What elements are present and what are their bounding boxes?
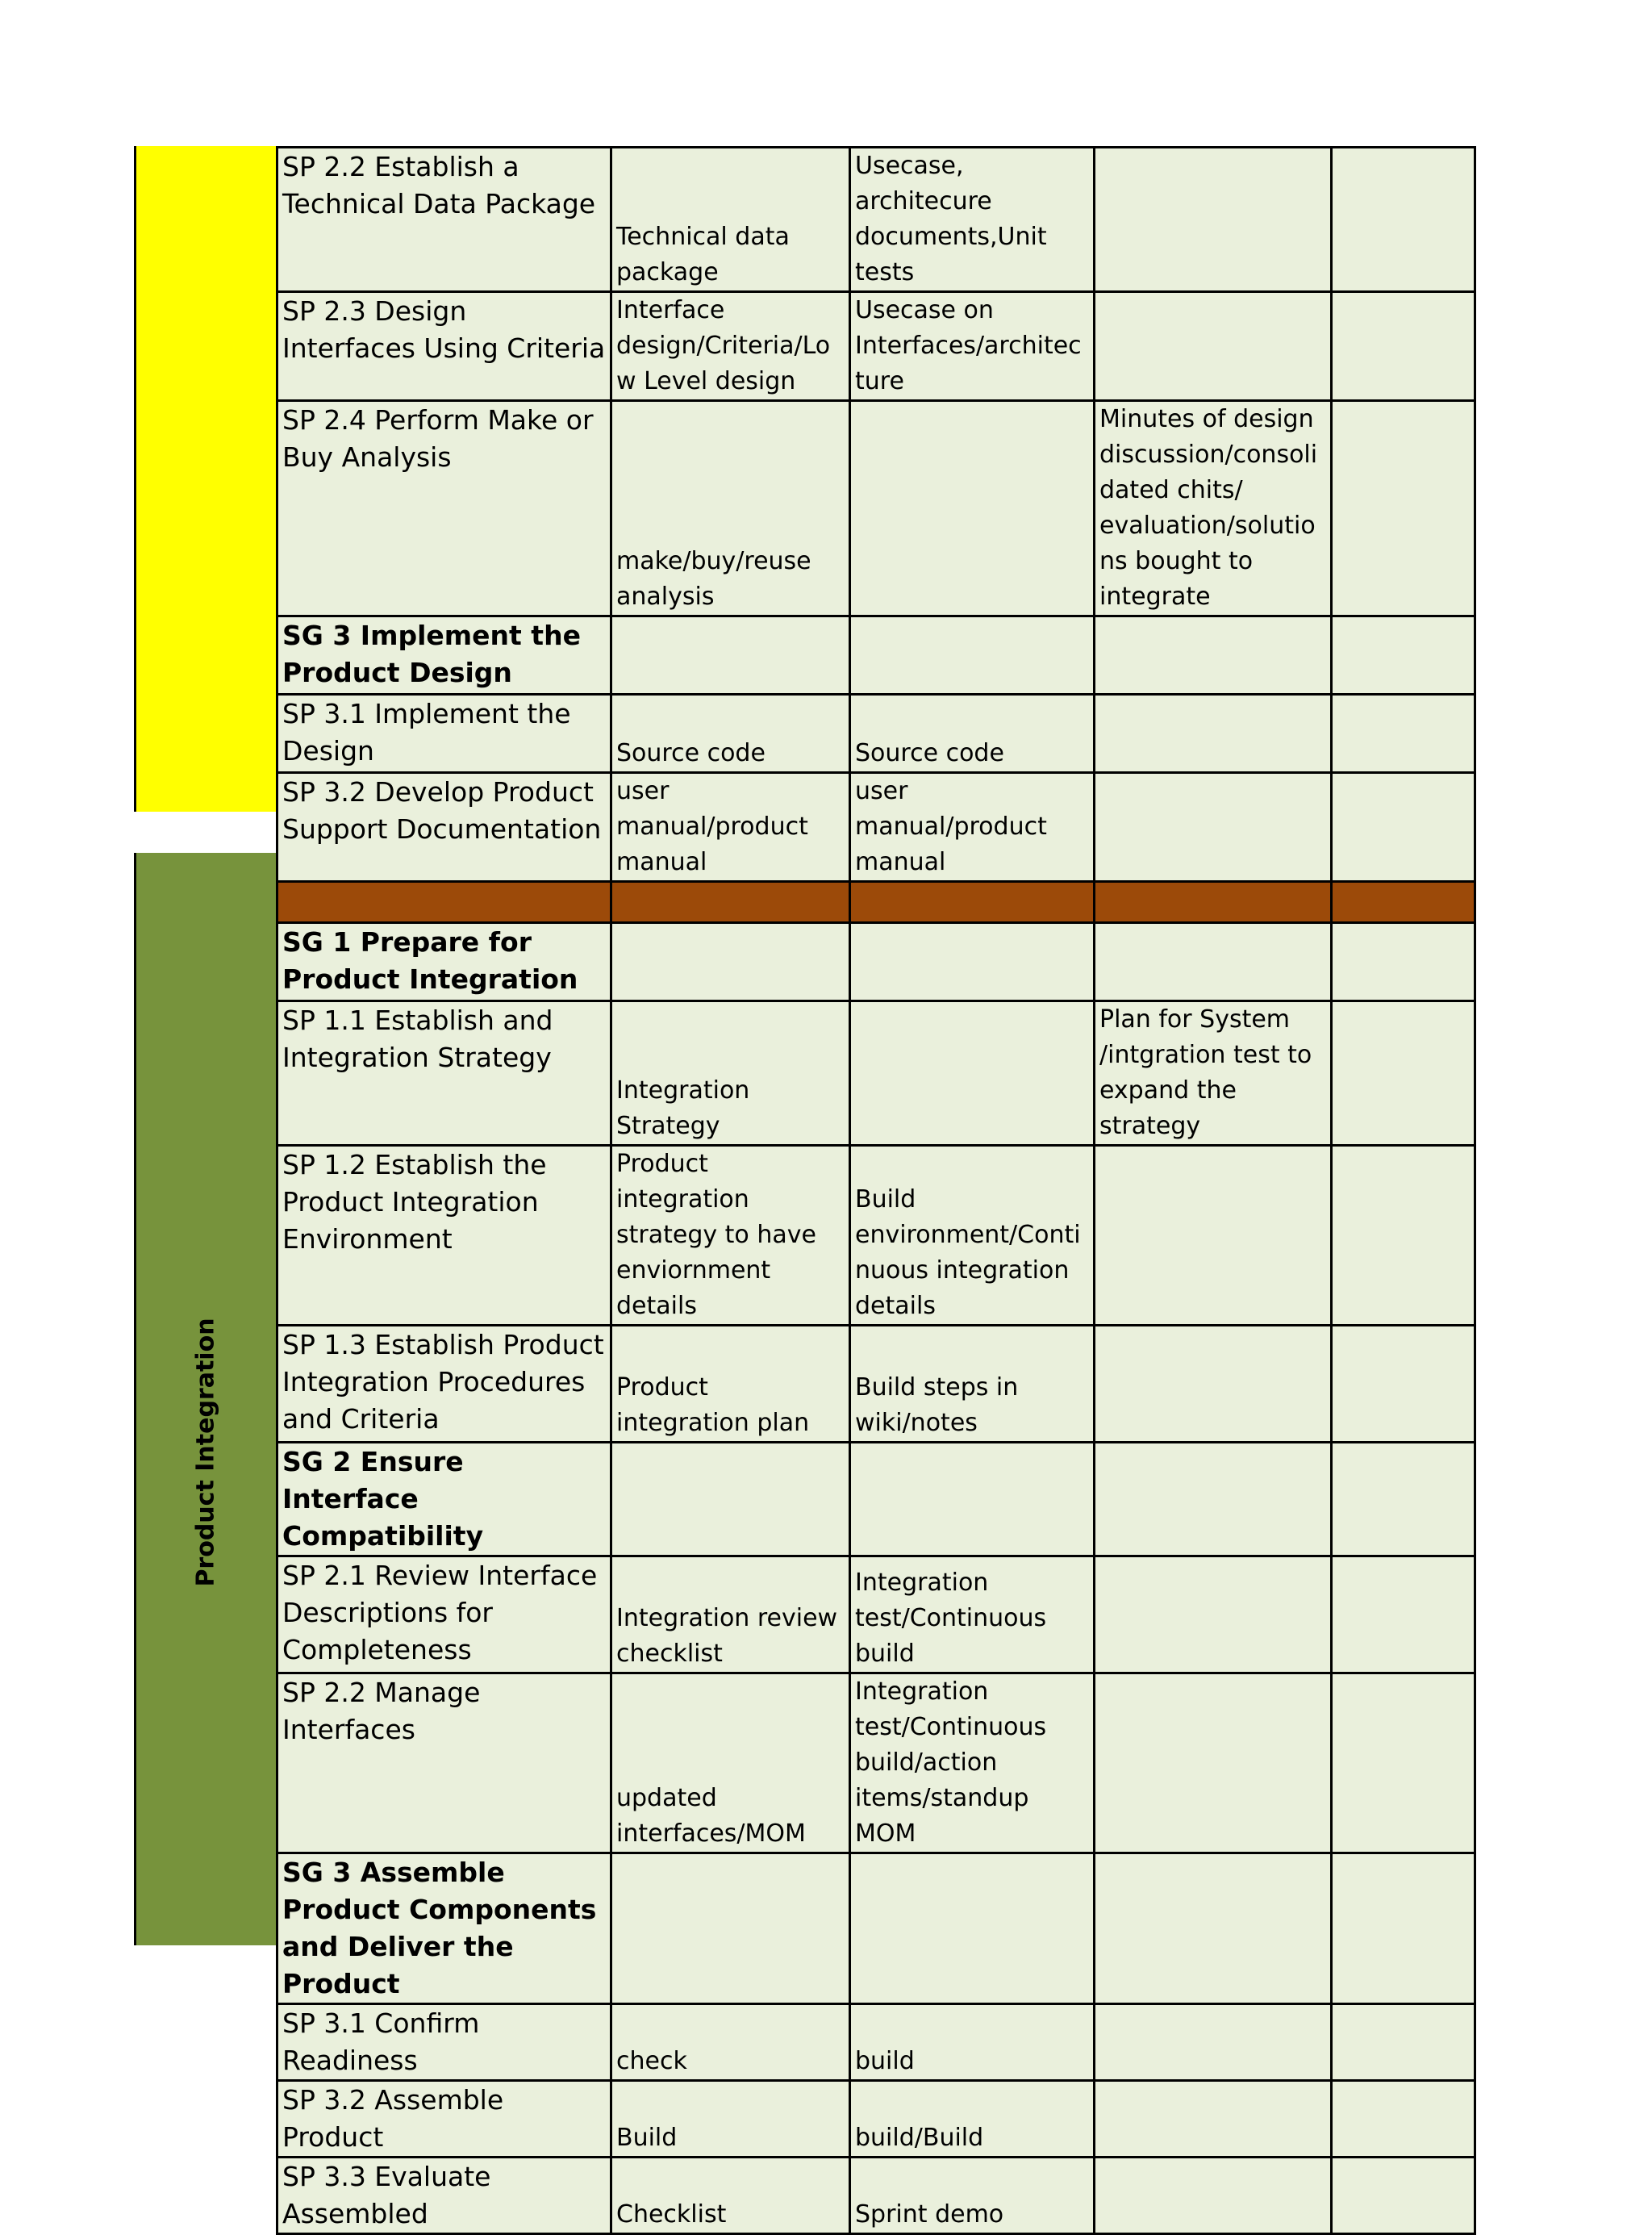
notes-cell: [1095, 2158, 1332, 2234]
practice-table: [276, 146, 1476, 2235]
notes-cell: [1095, 695, 1332, 773]
practice-cell: SP 1.1 Establish and Integration Strategy: [277, 1001, 611, 1146]
evidence-cell: [850, 616, 1095, 695]
practice-cell: SP 2.3 Design Interfaces Using Criteria: [277, 292, 611, 401]
status-cell: [1332, 1146, 1475, 1326]
table-row: [277, 2081, 1475, 2158]
evidence-cell: build: [850, 2004, 1095, 2081]
work-product-cell: make/buy/reuse analysis: [611, 401, 850, 616]
section-separator-row: [277, 882, 1475, 923]
work-product-cell: Technical data package: [611, 148, 850, 292]
evidence-cell: Integration test/Continuous build: [850, 1556, 1095, 1673]
table-row: [277, 616, 1475, 695]
separator-cell: [1332, 882, 1475, 923]
status-cell: [1332, 1853, 1475, 2004]
work-product-cell: Build: [611, 2081, 850, 2158]
notes-cell: [1095, 148, 1332, 292]
work-product-cell: user manual/product manual: [611, 773, 850, 882]
work-product-cell: check: [611, 2004, 850, 2081]
status-cell: [1332, 1443, 1475, 1556]
notes-cell: [1095, 2081, 1332, 2158]
goal-cell: SG 2 Ensure Interface Compatibility: [277, 1443, 611, 1556]
table-row: [277, 2004, 1475, 2081]
work-product-cell: [611, 923, 850, 1001]
band-edge-line: [134, 146, 136, 812]
practice-cell: SP 1.2 Establish the Product Integration Environment: [277, 1146, 611, 1326]
practice-cell: SP 2.2 Manage Interfaces: [277, 1673, 611, 1853]
table-row: [277, 773, 1475, 882]
table-row: [277, 1326, 1475, 1443]
work-product-cell: Integration Strategy: [611, 1001, 850, 1146]
practice-cell: SP 3.3 Evaluate Assembled: [277, 2158, 611, 2234]
work-product-cell: updated interfaces/MOM: [611, 1673, 850, 1853]
status-cell: [1332, 2158, 1475, 2234]
notes-cell: [1095, 923, 1332, 1001]
evidence-cell: [850, 401, 1095, 616]
work-product-cell: Checklist: [611, 2158, 850, 2234]
band-edge-line: [134, 853, 136, 1945]
notes-cell: [1095, 773, 1332, 882]
evidence-cell: user manual/product manual: [850, 773, 1095, 882]
notes-cell: [1095, 1326, 1332, 1443]
status-cell: [1332, 292, 1475, 401]
table-row: [277, 695, 1475, 773]
table-row: [277, 1673, 1475, 1853]
status-cell: [1332, 1556, 1475, 1673]
goal-cell: SG 3 Implement the Product Design: [277, 616, 611, 695]
notes-cell: [1095, 1673, 1332, 1853]
practice-cell: SP 1.3 Establish Product Integration Procedures and Criteria: [277, 1326, 611, 1443]
status-cell: [1332, 616, 1475, 695]
practice-cell: SP 3.1 Confirm Readiness: [277, 2004, 611, 2081]
work-product-cell: Interface design/Criteria/Low Level design: [611, 292, 850, 401]
evidence-cell: Build environment/Continuous integration details: [850, 1146, 1095, 1326]
notes-cell: Plan for System /intgration test to expand the strategy: [1095, 1001, 1332, 1146]
separator-cell: [611, 882, 850, 923]
status-cell: [1332, 773, 1475, 882]
notes-cell: [1095, 2004, 1332, 2081]
status-cell: [1332, 401, 1475, 616]
evidence-cell: Usecase on Interfaces/architecture: [850, 292, 1095, 401]
evidence-cell: Source code: [850, 695, 1095, 773]
practice-cell: SP 3.1 Implement the Design: [277, 695, 611, 773]
evidence-cell: Build steps in wiki/notes: [850, 1326, 1095, 1443]
table-row: [277, 1556, 1475, 1673]
notes-cell: [1095, 1853, 1332, 2004]
notes-cell: [1095, 1556, 1332, 1673]
status-cell: [1332, 695, 1475, 773]
evidence-cell: Usecase, architecure documents,Unit tests: [850, 148, 1095, 292]
table-row: [277, 401, 1475, 616]
practice-cell: SP 3.2 Assemble Product: [277, 2081, 611, 2158]
practice-cell: SP 3.2 Develop Product Support Documentation: [277, 773, 611, 882]
table-row: [277, 1001, 1475, 1146]
table-row: [277, 1853, 1475, 2004]
separator-cell: [1095, 882, 1332, 923]
table-row: [277, 2158, 1475, 2234]
notes-cell: [1095, 616, 1332, 695]
integration-band-label: Product Integration: [191, 1318, 220, 1587]
work-product-cell: [611, 1853, 850, 2004]
table-row: [277, 292, 1475, 401]
work-product-cell: Product integration strategy to have enviornment details: [611, 1146, 850, 1326]
separator-cell: [277, 882, 611, 923]
evidence-cell: build/Build: [850, 2081, 1095, 2158]
practice-cell: SP 2.2 Establish a Technical Data Package: [277, 148, 611, 292]
status-cell: [1332, 2004, 1475, 2081]
work-product-cell: Integration review checklist: [611, 1556, 850, 1673]
goal-cell: SG 3 Assemble Product Components and Deliver the Product: [277, 1853, 611, 2004]
evidence-cell: [850, 923, 1095, 1001]
practice-cell: SP 2.4 Perform Make or Buy Analysis: [277, 401, 611, 616]
status-cell: [1332, 923, 1475, 1001]
table-row: [277, 1443, 1475, 1556]
evidence-cell: [850, 1001, 1095, 1146]
practice-cell: SP 2.1 Review Interface Descriptions for Completeness: [277, 1556, 611, 1673]
status-cell: [1332, 148, 1475, 292]
notes-cell: Minutes of design discussion/consolidated chits/ evaluation/solutions bought to integrate: [1095, 401, 1332, 616]
evidence-cell: [850, 1853, 1095, 2004]
status-cell: [1332, 1673, 1475, 1853]
work-product-cell: [611, 1443, 850, 1556]
table-row: [277, 1146, 1475, 1326]
evidence-cell: Sprint demo: [850, 2158, 1095, 2234]
table-row: [277, 148, 1475, 292]
goal-cell: SG 1 Prepare for Product Integration: [277, 923, 611, 1001]
work-product-cell: Product integration plan: [611, 1326, 850, 1443]
engineering-band: [136, 146, 276, 812]
notes-cell: [1095, 292, 1332, 401]
notes-cell: [1095, 1443, 1332, 1556]
work-product-cell: [611, 616, 850, 695]
notes-cell: [1095, 1146, 1332, 1326]
status-cell: [1332, 1001, 1475, 1146]
separator-cell: [850, 882, 1095, 923]
status-cell: [1332, 1326, 1475, 1443]
work-product-cell: Source code: [611, 695, 850, 773]
evidence-cell: [850, 1443, 1095, 1556]
table-row: [277, 923, 1475, 1001]
evidence-cell: Integration test/Continuous build/action items/standup MOM: [850, 1673, 1095, 1853]
status-cell: [1332, 2081, 1475, 2158]
